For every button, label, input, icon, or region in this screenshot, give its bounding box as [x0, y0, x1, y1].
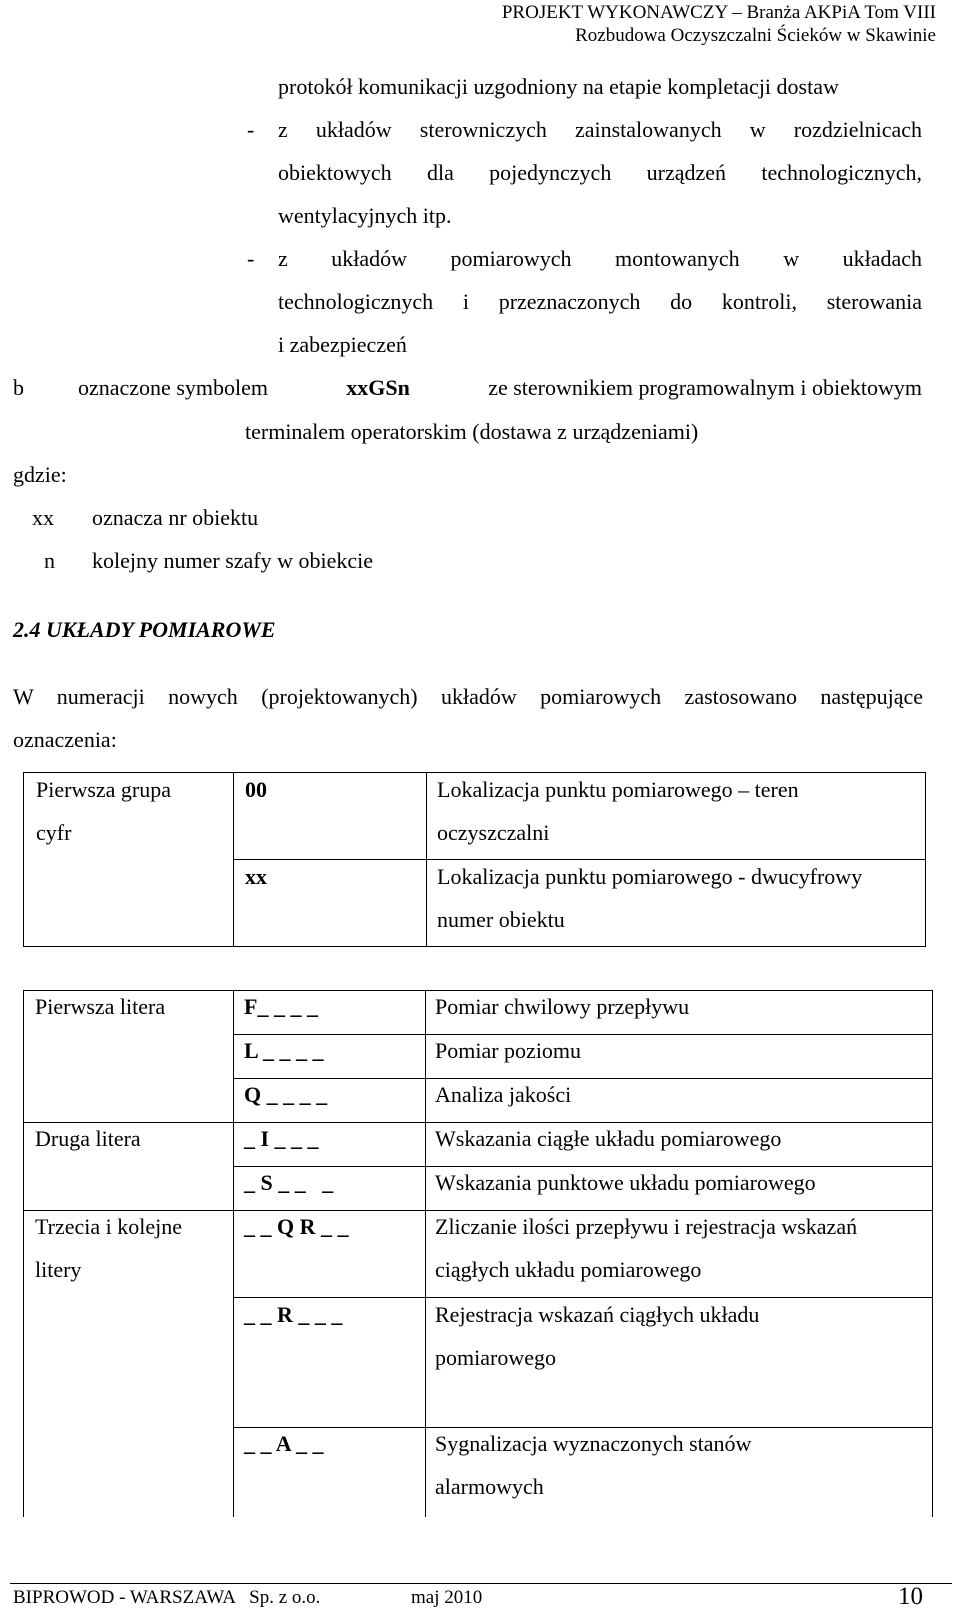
- desc-cell: oczyszczalni: [437, 820, 550, 845]
- intro-line: W numeracji nowych (projektowanych) układów pomiarowych zastosowano następujące: [13, 684, 923, 709]
- item-b-line2: terminalem operatorskim (dostawa z urządzeniami): [245, 419, 699, 444]
- third-letter-label: litery: [35, 1257, 82, 1282]
- desc-cell: Pomiar chwilowy przepływu: [435, 994, 690, 1019]
- code-cell: _ _ R _ _ _: [244, 1302, 343, 1327]
- desc-cell: alarmowych: [435, 1474, 544, 1499]
- code-cell: 00: [245, 777, 267, 802]
- desc-cell: Rejestracja wskazań ciągłych układu: [435, 1302, 760, 1327]
- desc-cell: Analiza jakości: [435, 1082, 572, 1107]
- page-number: 10: [898, 1583, 923, 1610]
- third-letter-label: Trzecia i kolejne: [35, 1214, 183, 1239]
- desc-cell: Wskazania ciągłe układu pomiarowego: [435, 1126, 782, 1151]
- item-b-symbol: xxGSn: [346, 375, 410, 400]
- code-cell: _ I _ _ _: [244, 1126, 319, 1151]
- code-cell: _ _ Q R _ _: [244, 1214, 349, 1239]
- bullet-text-line: i zabezpieczeń: [278, 332, 407, 357]
- desc-cell: Pomiar poziomu: [435, 1038, 582, 1063]
- desc-cell: Sygnalizacja wyznaczonych stanów: [435, 1431, 752, 1456]
- code-cell: Q _ _ _ _: [244, 1082, 328, 1107]
- table-row: [234, 860, 427, 947]
- intro-line: oznaczenia:: [13, 727, 117, 752]
- desc-cell: Lokalizacja punktu pomiarowego - dwucyfrowy: [437, 864, 863, 889]
- code-cell: F_ _ _ _: [244, 994, 318, 1019]
- item-b-suffix: ze sterownikiem programowalnym i obiektowym: [488, 375, 922, 400]
- desc-cell: Wskazania punktowe układu pomiarowego: [435, 1170, 816, 1195]
- legend-xx-label: xx: [32, 505, 54, 530]
- second-letter-label: Druga litera: [35, 1126, 141, 1151]
- bullet-text-line: technologicznych i przeznaczonych do kontroli, sterowania: [278, 289, 922, 314]
- code-cell: _ S _ _ _: [244, 1170, 334, 1195]
- legend-n-label: n: [44, 548, 55, 573]
- desc-cell: numer obiektu: [437, 907, 565, 932]
- bullet-text-line: z układów sterowniczych zainstalowanych w rozdzielnicach: [278, 117, 922, 142]
- code-cell: L _ _ _ _: [244, 1038, 324, 1063]
- footer-company: BIPROWOD - WARSZAWA Sp. z o.o.: [13, 1587, 321, 1608]
- table-letter-codes: [23, 990, 933, 1517]
- table-row: [427, 860, 926, 947]
- bullet-dash: -: [247, 117, 255, 142]
- first-letter-label: Pierwsza litera: [35, 994, 166, 1019]
- code-cell: _ _ A _ _: [244, 1431, 324, 1456]
- group-label: Pierwsza grupa: [36, 777, 172, 802]
- footer-date: maj 2010: [411, 1587, 483, 1608]
- bullet-text-line: obiektowych dla pojedynczych urządzeń technologicznych,: [278, 160, 922, 185]
- table-digit-groups: [23, 772, 926, 947]
- bullet-text-line: z układów pomiarowych montowanych w układach: [278, 246, 922, 271]
- desc-cell: Zliczanie ilości przepływu i rejestracja wskazań: [435, 1214, 858, 1239]
- section-heading: 2.4 UKŁADY POMIAROWE: [13, 617, 276, 642]
- header-investment-line: Rozbudowa Oczyszczalni Ścieków w Skawinie: [575, 25, 936, 46]
- item-b-prefix: oznaczone symbolem: [78, 375, 268, 400]
- group-label: cyfr: [36, 820, 72, 845]
- item-b-text: [78, 375, 922, 401]
- bullet-text-line: wentylacyjnych itp.: [278, 203, 452, 228]
- item-label-b: b: [13, 375, 24, 400]
- desc-cell: pomiarowego: [435, 1345, 556, 1370]
- header-project-line: PROJEKT WYKONAWCZY – Branża AKPiA Tom VIII: [501, 2, 936, 23]
- protocol-text: protokół komunikacji uzgodniony na etapie kompletacji dostaw: [278, 74, 839, 99]
- legend-n-text: kolejny numer szafy w obiekcie: [92, 548, 374, 573]
- legend-xx-text: oznacza nr obiektu: [92, 505, 259, 530]
- footer-rule: [10, 1583, 952, 1584]
- table-cell-group: [24, 773, 234, 947]
- gdzie-label: gdzie:: [13, 462, 67, 487]
- table-row: [234, 773, 427, 860]
- table-row: [427, 773, 926, 860]
- desc-cell: ciągłych układu pomiarowego: [435, 1257, 702, 1282]
- desc-cell: Lokalizacja punktu pomiarowego – teren: [437, 777, 799, 802]
- code-cell: xx: [245, 864, 267, 889]
- bullet-dash: -: [247, 246, 255, 271]
